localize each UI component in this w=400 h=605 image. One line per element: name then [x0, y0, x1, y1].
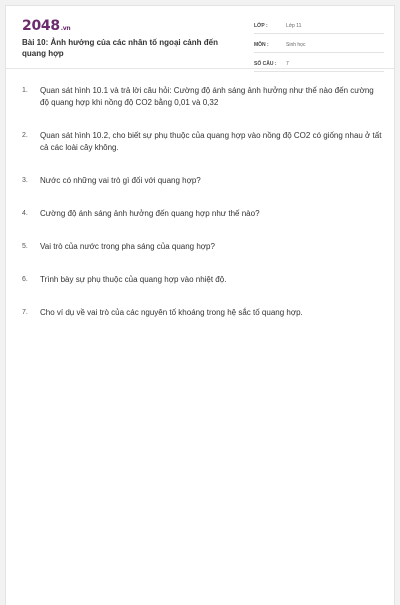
question-text: Cho ví dụ về vai trò của các nguyên tố khoáng trong hệ sắc tố quang hợp. — [40, 308, 303, 317]
meta-label: SỐ CÂU : — [254, 60, 277, 67]
meta-row-question-count — [254, 56, 384, 72]
site-logo[interactable] — [22, 18, 70, 34]
meta-label: MÔN : — [254, 41, 269, 48]
question-item — [22, 208, 382, 220]
question-number: 6. — [22, 276, 28, 283]
meta-value: 7 — [286, 60, 289, 67]
question-text: Cường độ ánh sáng ảnh hưởng đến quang hợp như thế nào? — [40, 209, 260, 218]
question-number: 1. — [22, 87, 28, 94]
meta-row-subject — [254, 37, 384, 53]
question-text: Vai trò của nước trong pha sáng của quang hợp? — [40, 242, 215, 251]
worksheet-header — [6, 6, 394, 69]
meta-value: Lớp 11 — [286, 22, 302, 29]
meta-panel — [254, 18, 384, 75]
question-item — [22, 241, 382, 253]
question-item — [22, 175, 382, 187]
question-item — [22, 85, 382, 109]
question-number: 7. — [22, 309, 28, 316]
question-text: Nước có những vai trò gì đối với quang hợp? — [40, 176, 201, 185]
question-text: Quan sát hình 10.1 và trả lời câu hỏi: Cường độ ánh sáng ảnh hưởng như thế nào đến cường độ quang hợp khi nồng độ CO2 bằng 0,01 và 0,32 — [40, 86, 374, 107]
logo-domain: .vn — [60, 25, 71, 32]
worksheet-page — [5, 5, 395, 605]
question-number: 5. — [22, 243, 28, 250]
logo-text: 2048 — [22, 18, 60, 34]
question-item — [22, 130, 382, 154]
meta-label: LỚP : — [254, 22, 268, 29]
meta-row-class — [254, 18, 384, 34]
question-number: 4. — [22, 210, 28, 217]
question-item — [22, 307, 382, 319]
question-text: Trình bày sự phụ thuộc của quang hợp vào nhiệt độ. — [40, 275, 227, 284]
question-list — [22, 85, 382, 319]
question-number: 3. — [22, 177, 28, 184]
lesson-title: Bài 10: Ảnh hưởng của các nhân tố ngoại cảnh đến quang hợp — [22, 38, 218, 58]
question-item — [22, 274, 382, 286]
question-number: 2. — [22, 132, 28, 139]
question-text: Quan sát hình 10.2, cho biết sự phụ thuộc của quang hợp vào nồng độ CO2 có giống nhau ở tất cả các loài cây không. — [40, 131, 382, 152]
meta-value: Sinh học — [286, 41, 306, 48]
